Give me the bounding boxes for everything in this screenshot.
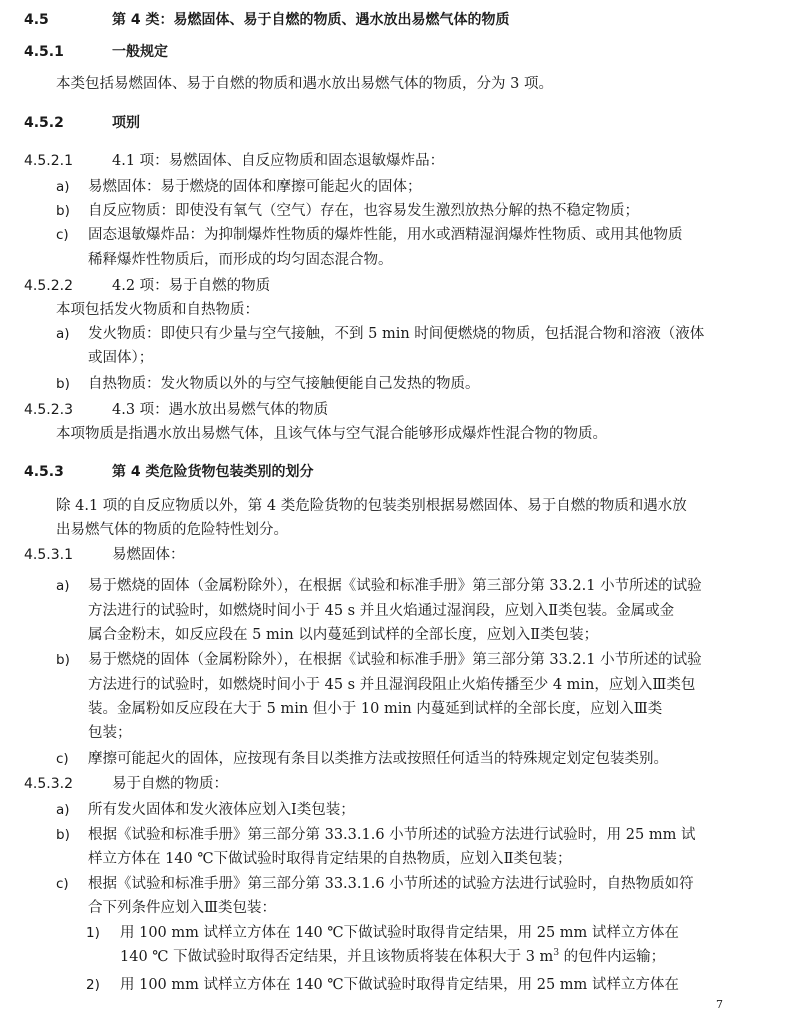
section-title: 一般规定 [112,44,168,60]
list-item-text: 所有发火固体和发火液体应划入Ⅰ类包装； [88,802,355,818]
section-number: 4.5.2 [24,115,64,131]
section-heading [24,10,510,30]
clause-line [24,151,444,171]
sub-item-marker: 2) [86,977,100,993]
list-marker: c) [56,876,69,892]
page-number: 7 [716,998,723,1011]
list-item-text: 易于燃烧的固体（金属粉除外），在根据《试验和标准手册》第三部分第 33.2.1 小节所述的试验 [88,578,702,594]
clause-number: 4.5.2.2 [24,278,73,294]
section-heading [24,113,140,133]
list-item-text: 易于燃烧的固体（金属粉除外），在根据《试验和标准手册》第三部分第 33.2.1 小节所述的试验 [88,652,702,668]
list-item-continuation: 或固体）； [88,350,154,366]
list-marker: c) [56,227,69,243]
list-item-continuation: 方法进行的试验时，如燃烧时间小于 45 s 并且火焰通过湿润段，应划入Ⅱ类包装。金属或金 [88,603,675,619]
clause-text: 4.3 项：遇水放出易燃气体的物质 [112,402,329,418]
paragraph-line: 本类包括易燃固体、易于自燃的物质和遇水放出易燃气体的物质，分为 3 项。 [56,76,553,92]
list-item-text: 易燃固体：易于燃烧的固体和摩擦可能起火的固体； [88,179,422,195]
list-item-text: 摩擦可能起火的固体，应按现有条目以类推方法或按照任何适当的特殊规定划定包装类别。 [88,751,668,767]
section-heading [24,462,314,482]
list-marker: a) [56,802,70,818]
list-item-continuation: 稀释爆炸性物质后，而形成的均匀固态混合物。 [88,252,393,268]
list-marker: a) [56,326,70,342]
clause-text: 易于自燃的物质： [112,776,228,792]
superscript: 3 [553,948,560,959]
list-item-continuation: 包装； [88,725,132,741]
list-item-text: 根据《试验和标准手册》第三部分第 33.3.1.6 小节所述的试验方法进行试验时，用 25 mm 试 [88,827,696,843]
section-title: 第 4 类危险货物包装类别的划分 [112,464,314,480]
paragraph-line: 出易燃气体的物质的危险特性划分。 [56,522,288,538]
section-title: 项别 [112,115,140,131]
clause-line [24,276,270,296]
clause-line [24,545,185,565]
list-marker: c) [56,751,69,767]
sub-item-continuation-tail: 的包件内运输； [559,949,666,965]
section-number: 4.5 [24,12,49,28]
sub-item-text: 用 100 mm 试样立方体在 140 ℃下做试验时取得肯定结果，用 25 mm 试样立方体在 [120,977,679,993]
list-marker: b) [56,376,70,392]
clause-line [24,774,228,794]
clause-text: 4.2 项：易于自燃的物质 [112,278,271,294]
clause-text: 4.1 项：易燃固体、自反应物质和固态退敏爆炸品： [112,153,445,169]
list-marker: b) [56,203,70,219]
sub-item-continuation-text: 140 ℃ 下做试验时取得否定结果，并且该物质将装在体积大于 3 m [120,949,554,965]
clause-number: 4.5.2.1 [24,153,73,169]
sub-item-text: 用 100 mm 试样立方体在 140 ℃下做试验时取得肯定结果，用 25 mm 试样立方体在 [120,925,679,941]
list-item-text: 发火物质：即使只有少量与空气接触，不到 5 min 时间便燃烧的物质，包括混合物和溶液（液体 [88,326,705,342]
section-number: 4.5.1 [24,44,64,60]
clause-number: 4.5.3.1 [24,547,73,563]
list-marker: b) [56,827,70,843]
list-item-text: 固态退敏爆炸品：为抑制爆炸性物质的爆炸性能，用水或酒精湿润爆炸性物质、或用其他物质 [88,227,683,243]
section-heading [24,42,168,62]
section-title: 第 4 类：易燃固体、易于自燃的物质、遇水放出易燃气体的物质 [112,12,510,28]
list-item-text: 自反应物质：即使没有氧气（空气）存在，也容易发生激烈放热分解的热不稳定物质； [88,203,639,219]
section-number: 4.5.3 [24,464,64,480]
list-item-continuation: 合下列条件应划入Ⅲ类包装： [88,900,276,916]
list-item-continuation: 方法进行的试验时，如燃烧时间小于 45 s 并且湿润段阻止火焰传播至少 4 min，应划入Ⅲ类包 [88,677,696,693]
paragraph-line: 本项包括发火物质和自热物质： [56,302,259,318]
list-marker: b) [56,652,70,668]
clause-number: 4.5.3.2 [24,776,73,792]
list-item-continuation: 装。金属粉如反应段在大于 5 min 但小于 10 min 内蔓延到试样的全部长度，应划入Ⅲ类 [88,701,663,717]
list-item-text: 自热物质：发火物质以外的与空气接触便能自己发热的物质。 [88,376,480,392]
paragraph-line: 本项物质是指遇水放出易燃气体，且该气体与空气混合能够形成爆炸性混合物的物质。 [56,426,607,442]
list-marker: a) [56,179,70,195]
clause-text: 易燃固体： [112,547,185,563]
clause-number: 4.5.2.3 [24,402,73,418]
clause-line [24,400,328,420]
list-item-continuation: 样立方体在 140 ℃下做试验时取得肯定结果的自热物质，应划入Ⅱ类包装； [88,851,572,867]
list-item-text: 根据《试验和标准手册》第三部分第 33.3.1.6 小节所述的试验方法进行试验时，自热物质如符 [88,876,694,892]
list-marker: a) [56,578,70,594]
sub-item-marker: 1) [86,925,100,941]
paragraph-line: 除 4.1 项的自反应物质以外，第 4 类危险货物的包装类别根据易燃固体、易于自燃的物质和遇水放 [56,498,687,514]
sub-item-continuation [120,947,665,967]
list-item-continuation: 属合金粉末，如反应段在 5 min 以内蔓延到试样的全部长度，应划入Ⅱ类包装； [88,627,599,643]
